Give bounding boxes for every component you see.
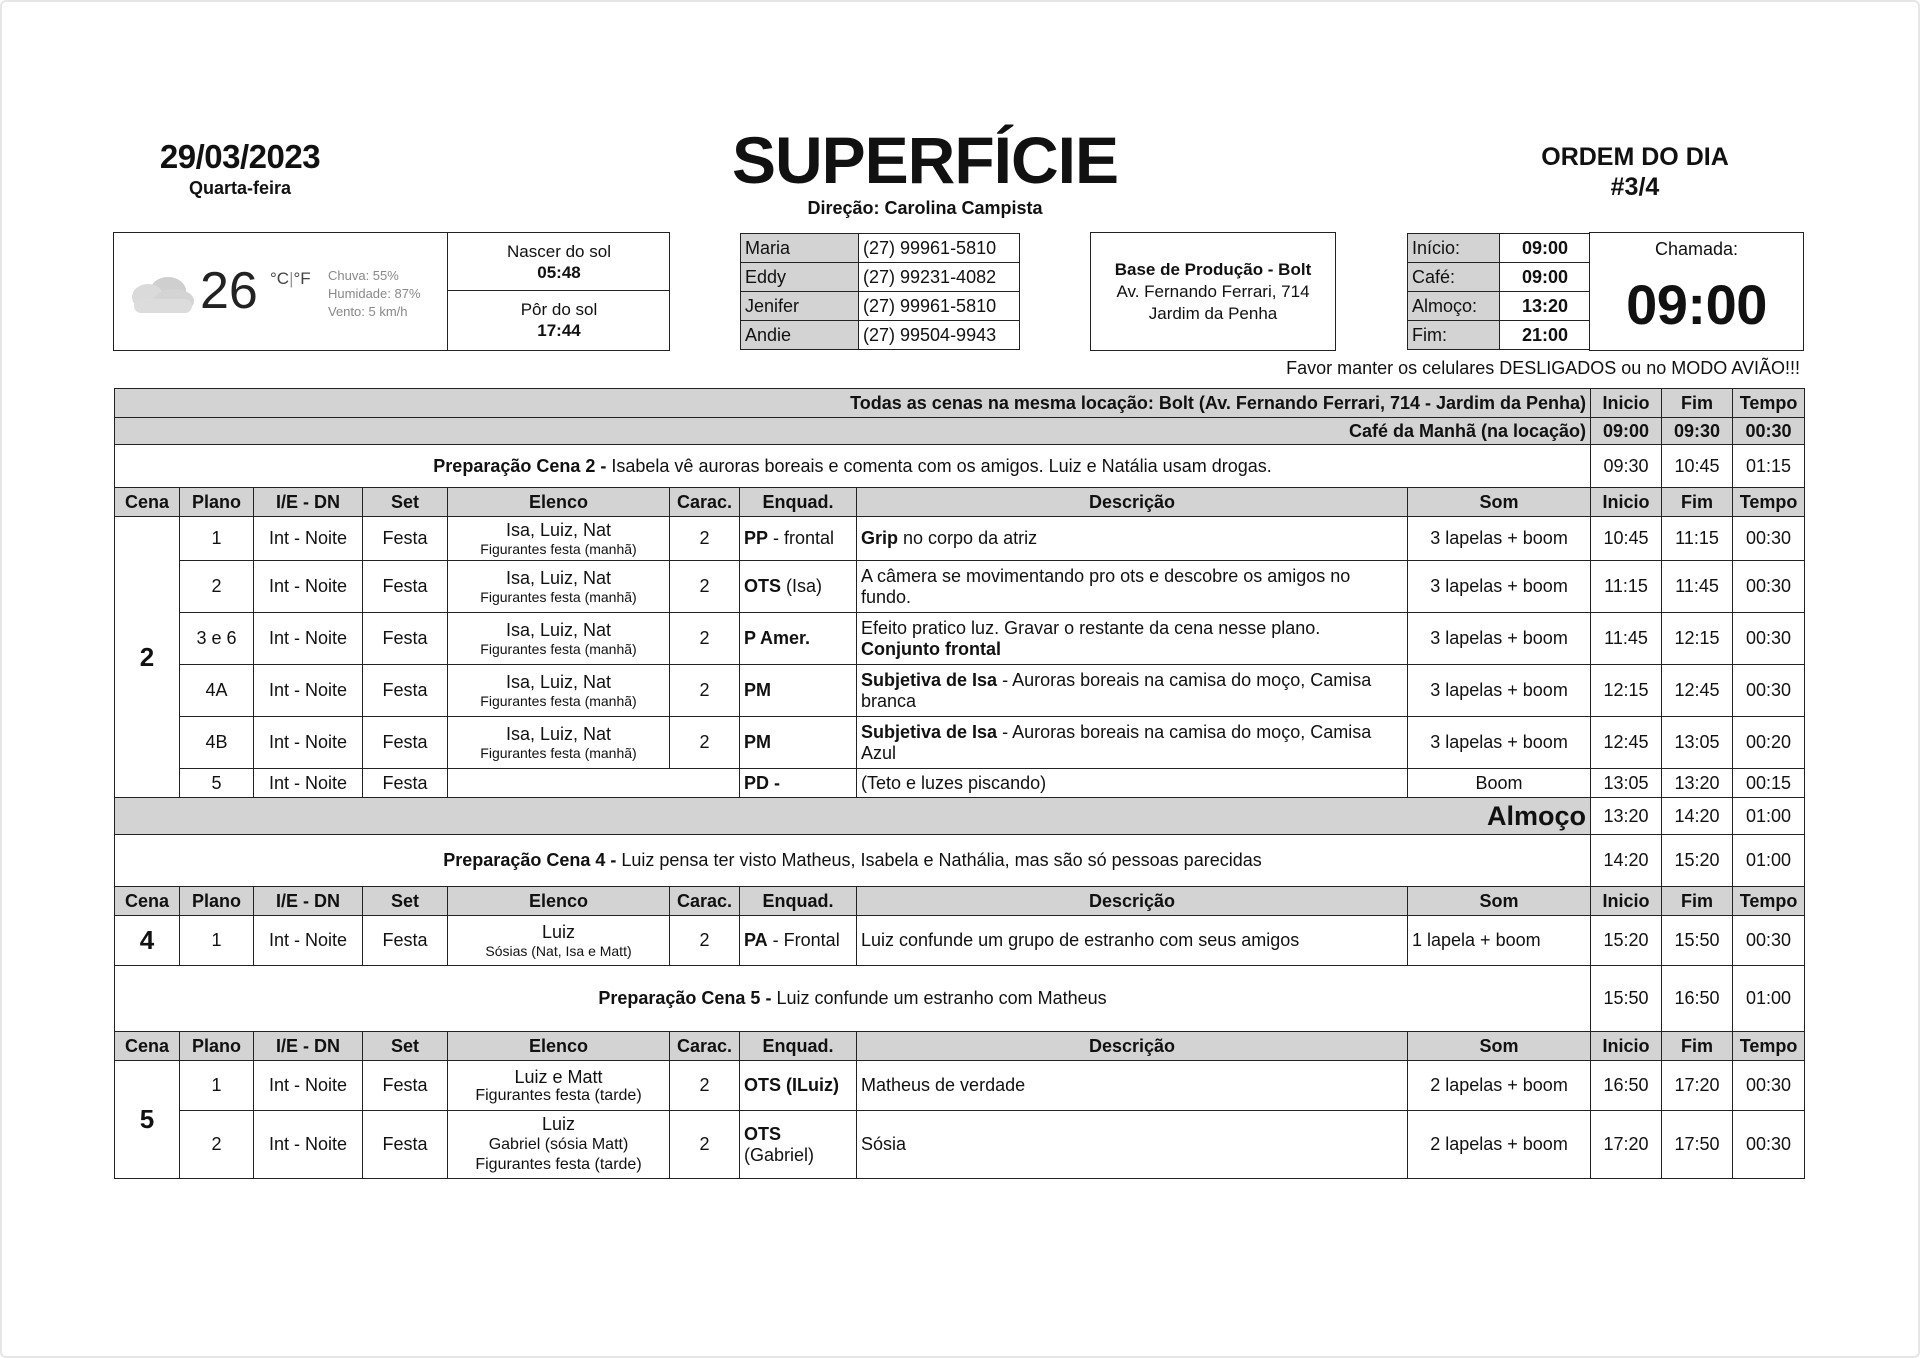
contacts-table [740,233,1020,350]
contact-phone: (27) 99961-5810 [859,234,1020,263]
table-row [115,665,1805,717]
sunset [448,291,670,350]
plano: 5 [180,769,254,798]
rain-chance: Chuva: 55% [328,268,399,283]
col-enquad: Enquad. [740,488,857,517]
int-ext: Int - Noite [254,717,363,769]
framing-type: OTS [744,1123,782,1144]
lunch-start: 13:20 [1591,798,1662,835]
col-plano: Plano [180,887,254,916]
plano: 1 [180,916,254,966]
start-time: 16:50 [1591,1061,1662,1111]
cast-extras: Figurantes festa (manhã) [480,641,637,657]
schedule-value: 09:00 [1500,234,1591,263]
framing-type: PP [744,528,769,548]
prep-scene-4-desc: Luiz pensa ter visto Matheus, Isabela e Nathália, mas são só pessoas parecidas [616,850,1262,870]
prep-scene-4-duration: 01:00 [1733,835,1805,887]
phone-notice: Favor manter os celulares DESLIGADOS ou no MODO AVIÃO!!! [1286,358,1800,378]
sunrise [448,233,670,291]
temperature: 26 [200,262,258,320]
cast [448,517,670,561]
col-carac: Carac. [670,488,740,517]
prep-scene-2-text [115,445,1591,488]
cast-extras: Figurantes festa (manhã) [480,693,637,709]
cast-extras: Figurantes festa (manhã) [480,541,637,557]
framing-detail: (Isa) [781,576,823,596]
schedule-row [1408,263,1591,292]
start-time: 12:45 [1591,717,1662,769]
contact-name: Eddy [741,263,859,292]
col-ie: I/E - DN [254,488,363,517]
start-time: 10:45 [1591,517,1662,561]
description-text: Luiz confunde um grupo de estranho com seus amigos [857,916,1408,966]
col-plano: Plano [180,1032,254,1061]
col-descricao: Descrição [857,488,1408,517]
start-time: 17:20 [1591,1111,1662,1179]
int-ext: Int - Noite [254,613,363,665]
location-start-header: Inicio [1591,389,1662,418]
breakfast-row [115,418,1805,445]
cast [448,717,670,769]
description-bold: Grip [861,528,899,548]
sound: Boom [1408,769,1591,798]
end-time: 17:20 [1662,1061,1733,1111]
column-header-row [115,1032,1805,1061]
order-title: ORDEM DO DIA [1541,143,1729,171]
col-set: Set [363,488,448,517]
framing-type: PA [744,930,768,950]
col-elenco: Elenco [448,1032,670,1061]
weather-stats [328,267,421,321]
plano: 1 [180,1061,254,1111]
prep-scene-4-label: Preparação Cena 4 - [443,850,617,870]
description-bold: Conjunto frontal [861,638,1001,659]
sound: 3 lapelas + boom [1408,613,1591,665]
col-descricao: Descrição [857,1032,1408,1061]
end-time: 15:50 [1662,916,1733,966]
schedule-value: 09:00 [1500,263,1591,292]
description-text: Sósia [857,1111,1408,1179]
weather-widget [114,233,448,350]
schedule-row [1408,292,1591,321]
carac: 2 [670,916,740,966]
call-label: Chamada: [1654,239,1739,259]
prep-scene-5-end: 16:50 [1662,966,1733,1032]
set: Festa [363,1111,448,1179]
int-ext: Int - Noite [254,769,363,798]
location-text: Todas as cenas na mesma locação: Bolt (Av. Fernando Ferrari, 714 - Jardim da Penha) [115,389,1591,418]
set: Festa [363,769,448,798]
description-text: A câmera se movimentando pro ots e descobre os amigos no fundo. [861,565,1351,607]
sound: 1 lapela + boom [1408,916,1591,966]
contact-phone: (27) 99231-4082 [859,263,1020,292]
table-row [115,769,1805,798]
day-schedule-table [1407,233,1591,350]
schedule-row [1408,234,1591,263]
scene-schedule-table [114,388,1805,1179]
col-descricao: Descrição [857,887,1408,916]
schedule-label: Café: [1408,263,1500,292]
duration: 00:30 [1733,561,1805,613]
end-time: 11:45 [1662,561,1733,613]
col-cena: Cena [115,1032,180,1061]
set: Festa [363,916,448,966]
humidity: Humidade: 87% [328,286,421,301]
director: Direção: Carolina Campista [807,198,1043,218]
base-address: Av. Fernando Ferrari, 714 [1116,282,1310,301]
description-bold: Subjetiva de Isa [861,669,998,690]
framing-type: OTS [744,576,782,596]
unit-separator: | [289,269,294,288]
scene-number: 4 [115,916,180,966]
cast-extras: Figurantes festa (manhã) [480,745,637,761]
set: Festa [363,613,448,665]
col-carac: Carac. [670,887,740,916]
description [857,665,1408,717]
prep-scene-4-end: 15:20 [1662,835,1733,887]
sound: 3 lapelas + boom [1408,517,1591,561]
sound: 2 lapelas + boom [1408,1061,1591,1111]
cast [448,665,670,717]
cast [448,613,670,665]
framing-detail: - frontal [768,528,835,548]
framing-type: PM [744,680,771,700]
contact-row [741,263,1020,292]
framing [740,517,857,561]
cast [448,561,670,613]
prep-scene-5-duration: 01:00 [1733,966,1805,1032]
production-base [1090,232,1336,351]
framing-detail: - Frontal [767,930,840,950]
table-row [115,916,1805,966]
unit-fahrenheit[interactable]: °F [293,269,311,288]
col-enquad: Enquad. [740,1032,857,1061]
col-set: Set [363,1032,448,1061]
framing-type: PD - [740,769,857,798]
set: Festa [363,1061,448,1111]
carac: 2 [670,517,740,561]
contact-name: Maria [741,234,859,263]
column-header-row [115,488,1805,517]
set: Festa [363,717,448,769]
schedule-label: Início: [1408,234,1500,263]
sunrise-time: 05:48 [537,263,581,282]
sunrise-label: Nascer do sol [507,242,611,261]
cast-main: Isa, Luiz, Nat [505,724,612,744]
schedule-label: Fim: [1408,321,1500,350]
lunch-end: 14:20 [1662,798,1733,835]
sound: 3 lapelas + boom [1408,665,1591,717]
prep-scene-2-desc: Isabela vê auroras boreais e comenta com os amigos. Luiz e Natália usam drogas. [606,455,1272,476]
set: Festa [363,665,448,717]
breakfast-text: Café da Manhã (na locação) [115,418,1591,445]
order-block [1510,142,1760,202]
start-time: 15:20 [1591,916,1662,966]
col-plano: Plano [180,488,254,517]
cast-extras: Sósias (Nat, Isa e Matt) [485,943,632,959]
description [857,613,1408,665]
framing-type: OTS (ILuiz) [740,1061,857,1111]
carac: 2 [670,1061,740,1111]
contact-row [741,292,1020,321]
duration: 00:30 [1733,1111,1805,1179]
framing [740,717,857,769]
duration: 00:30 [1733,1061,1805,1111]
carac: 2 [670,561,740,613]
contact-row [741,321,1020,350]
column-header-row [115,887,1805,916]
start-time: 13:05 [1591,769,1662,798]
framing-type: P Amer. [744,628,811,648]
cast-main: Isa, Luiz, Nat [505,672,612,692]
description [857,517,1408,561]
description-text: Matheus de verdade [857,1061,1408,1111]
end-time: 13:05 [1662,717,1733,769]
col-inicio: Inicio [1591,1032,1662,1061]
table-row [115,561,1805,613]
set: Festa [363,561,448,613]
contact-phone: (27) 99961-5810 [859,292,1020,321]
lunch-duration: 01:00 [1733,798,1805,835]
framing [740,1111,857,1179]
title-block [660,123,1190,219]
col-ie: I/E - DN [254,887,363,916]
contact-phone: (27) 99504-9943 [859,321,1020,350]
temperature-units [270,269,311,289]
schedule-row [1408,321,1591,350]
breakfast-end: 09:30 [1662,418,1733,445]
cast-main: Luiz e Matt [514,1067,603,1087]
prep-scene-2-row [115,445,1805,488]
plano: 4B [180,717,254,769]
description-bold: Subjetiva de Isa [861,721,998,742]
prep-scene-5-row [115,966,1805,1032]
sunset-time: 17:44 [537,321,581,340]
table-row [115,613,1805,665]
prep-scene-2-start: 09:30 [1591,445,1662,488]
prep-scene-5-desc: Luiz confunde um estranho com Matheus [771,988,1107,1008]
location-duration-header: Tempo [1733,389,1805,418]
table-row [115,1111,1805,1179]
wind: Vento: 5 km/h [328,304,408,319]
col-fim: Fim [1662,488,1733,517]
col-tempo: Tempo [1733,1032,1805,1061]
cast-main: Isa, Luiz, Nat [505,620,612,640]
col-inicio: Inicio [1591,488,1662,517]
col-enquad: Enquad. [740,887,857,916]
plano: 2 [180,1111,254,1179]
cast-extras-2: Figurantes festa (tarde) [475,1156,642,1173]
cast-extras: Figurantes festa (tarde) [475,1087,642,1104]
col-som: Som [1408,488,1591,517]
lunch-label: Almoço [115,798,1591,835]
schedule-value: 13:20 [1500,292,1591,321]
col-tempo: Tempo [1733,488,1805,517]
contact-name: Andie [741,321,859,350]
start-time: 11:15 [1591,561,1662,613]
sunset-label: Pôr do sol [520,300,598,319]
int-ext: Int - Noite [254,916,363,966]
scene-number: 2 [115,517,180,798]
description-text: - Auroras boreais na camisa do moço, Camisa branca [861,669,1372,711]
prep-scene-2-end: 10:45 [1662,445,1733,488]
col-inicio: Inicio [1591,887,1662,916]
col-som: Som [1408,1032,1591,1061]
cast-main: Isa, Luiz, Nat [505,520,612,540]
col-cena: Cena [115,488,180,517]
prep-scene-4-start: 14:20 [1591,835,1662,887]
col-cena: Cena [115,887,180,916]
col-ie: I/E - DN [254,1032,363,1061]
breakfast-start: 09:00 [1591,418,1662,445]
description [857,717,1408,769]
sound: 2 lapelas + boom [1408,1111,1591,1179]
carac: 2 [670,717,740,769]
cast [448,1061,670,1111]
duration: 00:30 [1733,665,1805,717]
end-time: 17:50 [1662,1111,1733,1179]
contact-name: Jenifer [741,292,859,321]
duration: 00:15 [1733,769,1805,798]
plano: 4A [180,665,254,717]
sound: 3 lapelas + boom [1408,561,1591,613]
int-ext: Int - Noite [254,1061,363,1111]
col-elenco: Elenco [448,887,670,916]
weekday: Quarta-feira [188,178,292,198]
col-fim: Fim [1662,1032,1733,1061]
prep-scene-5-text [115,966,1591,1032]
framing [740,561,857,613]
plano: 2 [180,561,254,613]
prep-scene-5-label: Preparação Cena 5 - [598,988,772,1008]
plano: 3 e 6 [180,613,254,665]
int-ext: Int - Noite [254,1111,363,1179]
weather-box [113,232,670,351]
end-time: 12:45 [1662,665,1733,717]
int-ext: Int - Noite [254,665,363,717]
prep-scene-5-start: 15:50 [1591,966,1662,1032]
call-time: 09:00 [1626,273,1767,336]
description-text: no corpo da atriz [898,528,1038,548]
table-row [115,1061,1805,1111]
production-title: SUPERFÍCIE [731,123,1119,197]
cast-empty [448,769,740,798]
date-block [110,138,370,199]
carac: 2 [670,665,740,717]
unit-celsius[interactable]: °C [270,269,290,288]
location-row [115,389,1805,418]
cast-main: Isa, Luiz, Nat [505,568,612,588]
prep-scene-2-duration: 01:15 [1733,445,1805,488]
set: Festa [363,517,448,561]
col-elenco: Elenco [448,488,670,517]
int-ext: Int - Noite [254,517,363,561]
prep-scene-2-label: Preparação Cena 2 - [433,455,607,476]
col-tempo: Tempo [1733,887,1805,916]
scene-number: 5 [115,1061,180,1179]
col-fim: Fim [1662,887,1733,916]
contact-row [741,234,1020,263]
order-number: #3/4 [1610,173,1660,201]
col-set: Set [363,887,448,916]
framing-type: PM [744,732,771,752]
end-time: 12:15 [1662,613,1733,665]
description-text: - Auroras boreais na camisa do moço, Camisa Azul [861,721,1372,763]
cast-extras: Gabriel (sósia Matt) [488,1136,629,1153]
schedule-label: Almoço: [1408,292,1500,321]
location-end-header: Fim [1662,389,1733,418]
call-time-box [1589,232,1804,351]
carac: 2 [670,1111,740,1179]
framing [740,613,857,665]
duration: 00:30 [1733,613,1805,665]
duration: 00:30 [1733,517,1805,561]
framing [740,916,857,966]
cast-main: Luiz [541,1114,576,1134]
plano: 1 [180,517,254,561]
col-som: Som [1408,887,1591,916]
cloud-icon [124,271,196,317]
cast-main: Luiz [541,922,576,942]
description-text: Efeito pratico luz. Gravar o restante da cena nesse plano. [861,617,1321,638]
lunch-row [115,798,1805,835]
cast [448,1111,670,1179]
duration: 00:30 [1733,916,1805,966]
schedule-value: 21:00 [1500,321,1591,350]
carac: 2 [670,613,740,665]
end-time: 13:20 [1662,769,1733,798]
prep-scene-4-text [115,835,1591,887]
cast-extras: Figurantes festa (manhã) [480,589,637,605]
table-row [115,717,1805,769]
int-ext: Int - Noite [254,561,363,613]
breakfast-duration: 00:30 [1733,418,1805,445]
start-time: 11:45 [1591,613,1662,665]
shoot-date: 29/03/2023 [159,138,321,175]
base-title: Base de Produção - Bolt [1114,260,1312,279]
table-row [115,517,1805,561]
description [857,561,1408,613]
duration: 00:20 [1733,717,1805,769]
prep-scene-4-row [115,835,1805,887]
sound: 3 lapelas + boom [1408,717,1591,769]
start-time: 12:15 [1591,665,1662,717]
framing [740,665,857,717]
framing-detail: (Gabriel) [744,1144,815,1165]
end-time: 11:15 [1662,517,1733,561]
col-carac: Carac. [670,1032,740,1061]
base-district: Jardim da Penha [1148,304,1278,323]
description-text: (Teto e luzes piscando) [857,769,1408,798]
cast [448,916,670,966]
